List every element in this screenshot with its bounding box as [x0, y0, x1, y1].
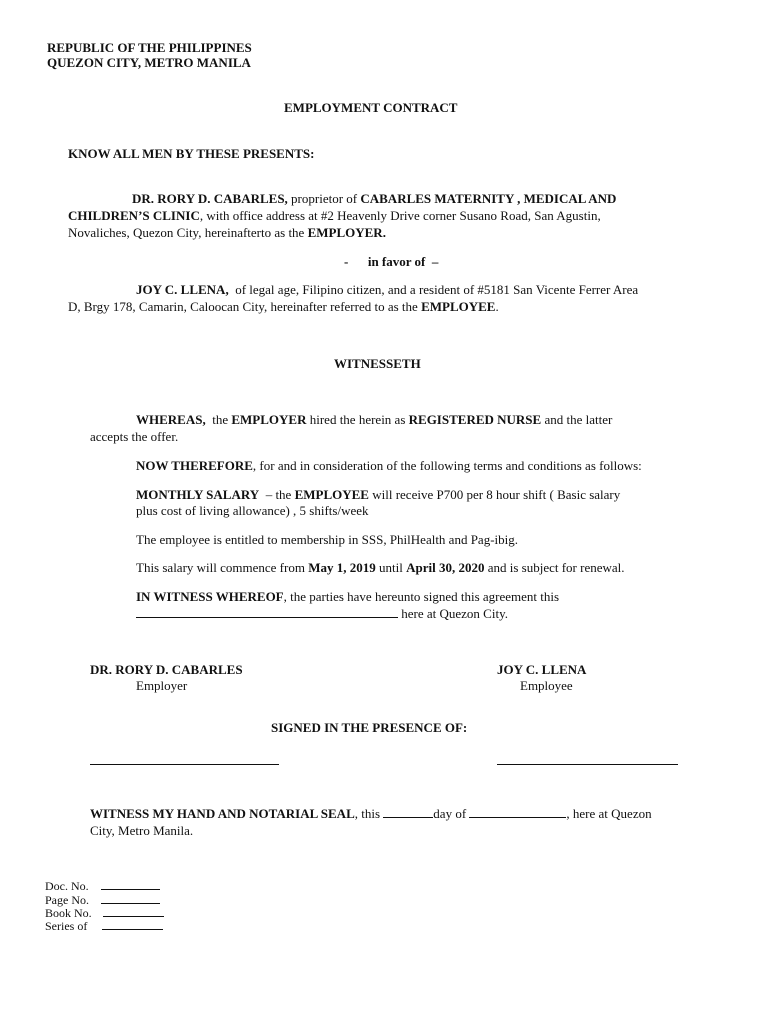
contract-title: EMPLOYMENT CONTRACT	[284, 100, 458, 115]
in-witness-word: IN WITNESS WHEREOF	[136, 589, 284, 604]
book-no-label: Book No.	[45, 906, 92, 920]
whereas-text-3: and the latter	[541, 412, 613, 427]
in-witness-text-2: here at Quezon City.	[398, 606, 508, 621]
doc-no-blank[interactable]	[101, 879, 160, 890]
in-witness-text-1: , the parties have hereunto signed this agreement this	[283, 589, 560, 604]
salary-line1	[136, 487, 620, 503]
employee-text-1: of legal age, Filipino citizen, and a resident of #5181 San Vicente Ferrer Area	[228, 282, 639, 297]
date-blank[interactable]	[136, 606, 398, 618]
membership-line: The employee is entitled to membership in SSS, PhilHealth and Pag-ibig.	[136, 532, 519, 547]
employee-text-3: .	[495, 299, 499, 314]
book-no-blank[interactable]	[103, 906, 164, 917]
employer-name: DR. RORY D. CABARLES,	[132, 191, 288, 206]
page-no-label: Page No.	[45, 893, 89, 907]
salary-text-2: will receive P700 per 8 hour shift ( Basic salary	[368, 487, 621, 502]
whereas-line2: accepts the offer.	[90, 429, 179, 444]
employer-signature-role: Employer	[136, 678, 188, 693]
salary-text-1: – the	[259, 487, 295, 502]
day-blank[interactable]	[383, 806, 433, 818]
witnesseth-heading: WITNESSETH	[334, 356, 421, 371]
employee-para-line2	[68, 299, 499, 315]
clinic-name-1: CABARLES MATERNITY , MEDICAL AND	[360, 191, 617, 206]
now-therefore-line	[136, 458, 642, 474]
employer-text-2: , with office address at #2 Heavenly Drive corner Susano Road, San Agustin,	[199, 208, 601, 223]
employer-para-line1	[132, 191, 616, 207]
header-city: QUEZON CITY, METRO MANILA	[47, 55, 251, 70]
end-date: April 30, 2020	[406, 560, 485, 575]
notarial-text-2: day of	[433, 806, 470, 821]
employer-signature-name: DR. RORY D. CABARLES	[90, 662, 243, 677]
commence-line	[136, 560, 625, 576]
employee-text-2: D, Brgy 178, Camarin, Caloocan City, hereinafter referred to as the	[68, 299, 422, 314]
whereas-text-2: hired the herein as	[306, 412, 409, 427]
employee-para-line1	[136, 282, 638, 298]
page-no-blank[interactable]	[101, 893, 160, 904]
whereas-text-1: the	[205, 412, 232, 427]
whereas-word: WHEREAS,	[136, 412, 206, 427]
notarial-line1	[90, 806, 652, 822]
notarial-text-1: , this	[354, 806, 384, 821]
series-blank[interactable]	[102, 919, 163, 930]
salary-line2: plus cost of living allowance) , 5 shifts/week	[136, 503, 369, 518]
in-witness-line2	[136, 606, 508, 622]
commence-text-1: This salary will commence from	[136, 560, 309, 575]
employee-role: EMPLOYEE	[421, 299, 496, 314]
now-therefore-text: , for and in consideration of the following terms and conditions as follows:	[252, 458, 642, 473]
employee-name: JOY C. LLENA,	[136, 282, 229, 297]
in-favor-of: - in favor of –	[344, 254, 439, 269]
start-date: May 1, 2019	[308, 560, 376, 575]
series-field	[45, 919, 163, 933]
employer-text-3: Novaliches, Quezon City, hereinafterto as the	[68, 225, 308, 240]
employer-text-1: proprietor of	[287, 191, 361, 206]
position-title: REGISTERED NURSE	[408, 412, 542, 427]
doc-no-field	[45, 879, 160, 893]
employer-role: EMPLOYER.	[307, 225, 386, 240]
book-no-field	[45, 906, 164, 920]
witness-signature-line-1[interactable]	[90, 764, 279, 765]
employer-para-line3	[68, 225, 386, 241]
doc-no-label: Doc. No.	[45, 879, 89, 893]
know-all-heading: KNOW ALL MEN BY THESE PRESENTS:	[68, 146, 315, 161]
employee-signature-name: JOY C. LLENA	[497, 662, 587, 677]
notarial-word: WITNESS MY HAND AND NOTARIAL SEAL	[90, 806, 355, 821]
page-no-field	[45, 893, 160, 907]
clinic-name-2: CHILDREN’S CLINIC	[68, 208, 200, 223]
notarial-line2: City, Metro Manila.	[90, 823, 194, 838]
employer-para-line2	[68, 208, 601, 224]
commence-text-3: and is subject for renewal.	[484, 560, 625, 575]
salary-employee: EMPLOYEE	[294, 487, 369, 502]
now-therefore-word: NOW THEREFORE	[136, 458, 253, 473]
salary-word: MONTHLY SALARY	[136, 487, 260, 502]
month-blank[interactable]	[469, 806, 566, 818]
signed-presence-heading: SIGNED IN THE PRESENCE OF:	[271, 720, 468, 735]
whereas-employer: EMPLOYER	[231, 412, 307, 427]
in-witness-line1	[136, 589, 559, 605]
whereas-line1	[136, 412, 612, 428]
witness-signature-line-2[interactable]	[497, 764, 678, 765]
notarial-text-3: , here at Quezon	[566, 806, 652, 821]
employee-signature-role: Employee	[520, 678, 573, 693]
series-label: Series of	[45, 919, 88, 933]
commence-text-2: until	[375, 560, 407, 575]
header-republic: REPUBLIC OF THE PHILIPPINES	[47, 40, 252, 55]
